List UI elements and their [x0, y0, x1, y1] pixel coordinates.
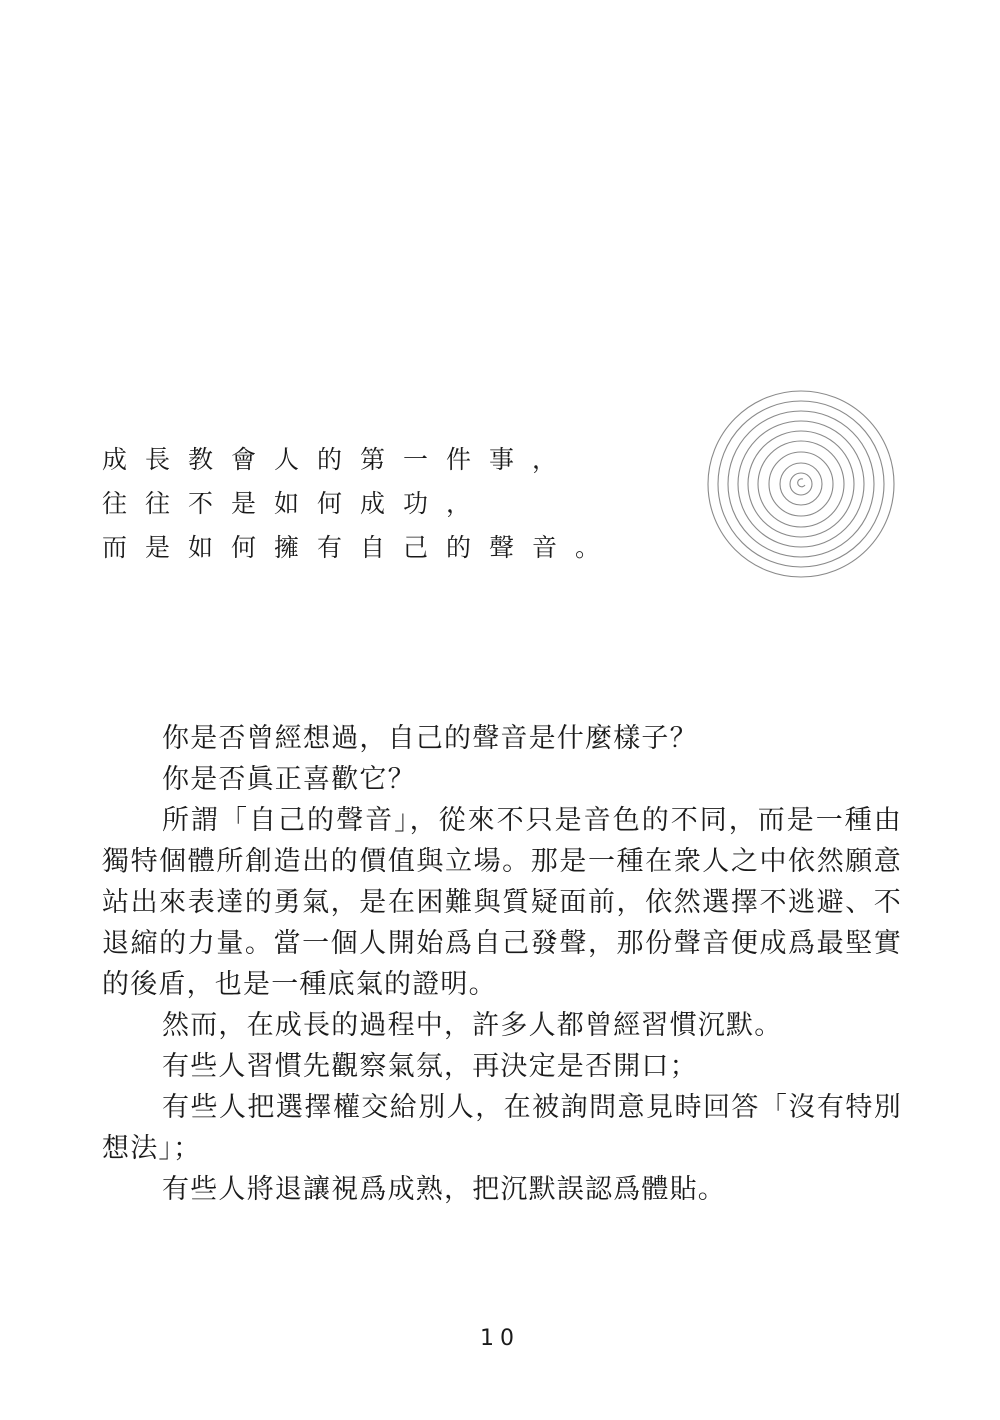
paragraph: 有些人將退讓視爲成熟，把沉默誤認爲體貼。 [162, 1174, 726, 1205]
paragraph: 有些人把選擇權交給別人，在被詢問意見時回答「沒有特別想法」； [102, 1092, 902, 1164]
paragraph: 你是否眞正喜歡它？ [162, 764, 416, 795]
intro-block [102, 438, 662, 570]
page-number: 10 [480, 1326, 520, 1351]
body-text [102, 718, 902, 1210]
paragraph: 然而，在成長的過程中，許多人都曾經習慣沉默。 [162, 1010, 783, 1041]
intro-line-3: 而是如何擁有自己的聲音。 [102, 533, 619, 562]
intro-line-2: 往往不是如何成功， [102, 489, 490, 518]
paragraph: 你是否曾經想過，自己的聲音是什麼樣子？ [162, 723, 698, 754]
paragraph: 有些人習慣先觀察氣氛，再決定是否開口； [162, 1051, 698, 1082]
intro-line-1: 成長教會人的第一件事， [102, 445, 576, 474]
paragraph: 所謂「自己的聲音」，從來不只是音色的不同，而是一種由獨特個體所創造出的價值與立場。那是一種在衆人之中依然願意站出來表達的勇氣，是在困難與質疑面前，依然選擇不逃避、不退縮的力量。當一個人開始爲自己發聲，那份聲音便成爲最堅實的後盾，也是一種底氣的證明。 [102, 805, 902, 1000]
concentric-circles-icon [705, 388, 897, 580]
